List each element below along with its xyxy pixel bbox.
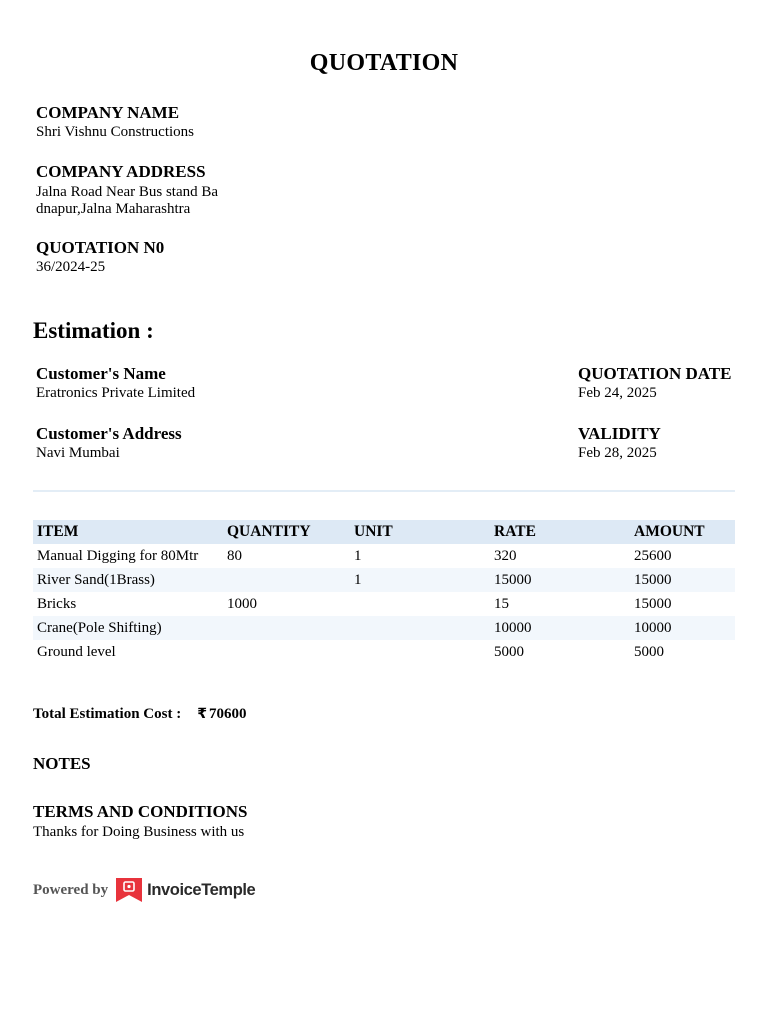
quotation-no: 36/2024-25 xyxy=(36,259,106,275)
cell-amount: 5000 xyxy=(634,643,664,660)
cell-unit xyxy=(350,640,490,664)
total-label: Total Estimation Cost : xyxy=(33,706,182,722)
table-row xyxy=(33,640,735,664)
invoicetemple-logo-icon xyxy=(116,878,142,902)
cell-rate: 15000 xyxy=(490,568,630,592)
header-rate: RATE xyxy=(490,520,630,544)
rupee-icon: ₹ xyxy=(197,706,207,722)
table-header-row xyxy=(33,520,735,544)
terms-text: Thanks for Doing Business with us xyxy=(33,824,245,840)
validity-date: Feb 28, 2025 xyxy=(578,445,657,461)
cell-amount: 10000 xyxy=(630,616,735,640)
cell-rate: 15 xyxy=(494,595,509,612)
header-amount: AMOUNT xyxy=(630,520,735,544)
cell-item: River Sand(1Brass) xyxy=(33,568,223,592)
terms-heading: TERMS AND CONDITIONS xyxy=(33,802,248,821)
cell-quantity xyxy=(223,640,350,664)
company-address-label: COMPANY ADDRESS xyxy=(36,162,206,181)
validity-label: VALIDITY xyxy=(578,424,661,443)
table-row xyxy=(33,592,735,616)
items-table xyxy=(33,520,735,664)
total-value: 70600 xyxy=(208,706,247,722)
company-name: Shri Vishnu Constructions xyxy=(36,124,195,140)
cell-item: Ground level xyxy=(37,643,116,660)
company-address-line2: dnapur,Jalna Maharashtra xyxy=(36,201,191,217)
total-amount xyxy=(197,706,246,723)
customer-name-label: Customer's Name xyxy=(36,364,166,383)
notes-heading: NOTES xyxy=(33,754,91,773)
cell-unit xyxy=(350,616,490,640)
cell-item: Bricks xyxy=(37,595,77,612)
cell-quantity: 80 xyxy=(227,547,242,564)
section-divider xyxy=(33,490,735,492)
header-quantity: QUANTITY xyxy=(223,520,350,544)
quotation-date: Feb 24, 2025 xyxy=(578,385,657,401)
company-name-label: COMPANY NAME xyxy=(36,103,180,122)
powered-by-label: Powered by xyxy=(33,881,109,898)
customer-name-block xyxy=(36,364,336,402)
customer-address: Navi Mumbai xyxy=(36,445,120,461)
powered-by-footer xyxy=(33,878,255,902)
document-title: QUOTATION xyxy=(309,50,459,76)
table-row xyxy=(33,568,735,592)
quotation-date-block xyxy=(578,364,748,402)
cell-unit xyxy=(350,592,490,616)
quotation-no-block xyxy=(36,238,236,276)
cell-rate: 10000 xyxy=(490,616,630,640)
estimation-heading: Estimation : xyxy=(33,318,154,343)
cell-quantity xyxy=(223,616,350,640)
cell-rate: 5000 xyxy=(494,643,524,660)
cell-quantity: 1000 xyxy=(227,595,257,612)
cell-rate: 320 xyxy=(494,547,517,564)
brand-name: InvoiceTemple xyxy=(147,880,256,899)
quotation-no-label: QUOTATION N0 xyxy=(36,238,165,257)
cell-unit: 1 xyxy=(350,568,490,592)
cell-quantity xyxy=(223,568,350,592)
cell-amount: 15000 xyxy=(634,595,672,612)
header-unit: UNIT xyxy=(350,520,490,544)
cell-item: Crane(Pole Shifting) xyxy=(33,616,223,640)
cell-amount: 25600 xyxy=(634,547,672,564)
total-estimation xyxy=(33,706,246,723)
header-item: ITEM xyxy=(33,520,223,544)
cell-unit: 1 xyxy=(354,547,362,564)
cell-amount: 15000 xyxy=(630,568,735,592)
table-row xyxy=(33,544,735,568)
company-address-block xyxy=(36,162,236,218)
company-name-block xyxy=(36,103,236,141)
table-row xyxy=(33,616,735,640)
customer-address-label: Customer's Address xyxy=(36,424,182,443)
cell-item: Manual Digging for 80Mtr xyxy=(37,547,199,564)
validity-block xyxy=(578,424,748,462)
company-address-line1: Jalna Road Near Bus stand Ba xyxy=(36,184,219,200)
quotation-date-label: QUOTATION DATE xyxy=(578,364,732,383)
customer-address-block xyxy=(36,424,336,462)
customer-name: Eratronics Private Limited xyxy=(36,385,196,401)
